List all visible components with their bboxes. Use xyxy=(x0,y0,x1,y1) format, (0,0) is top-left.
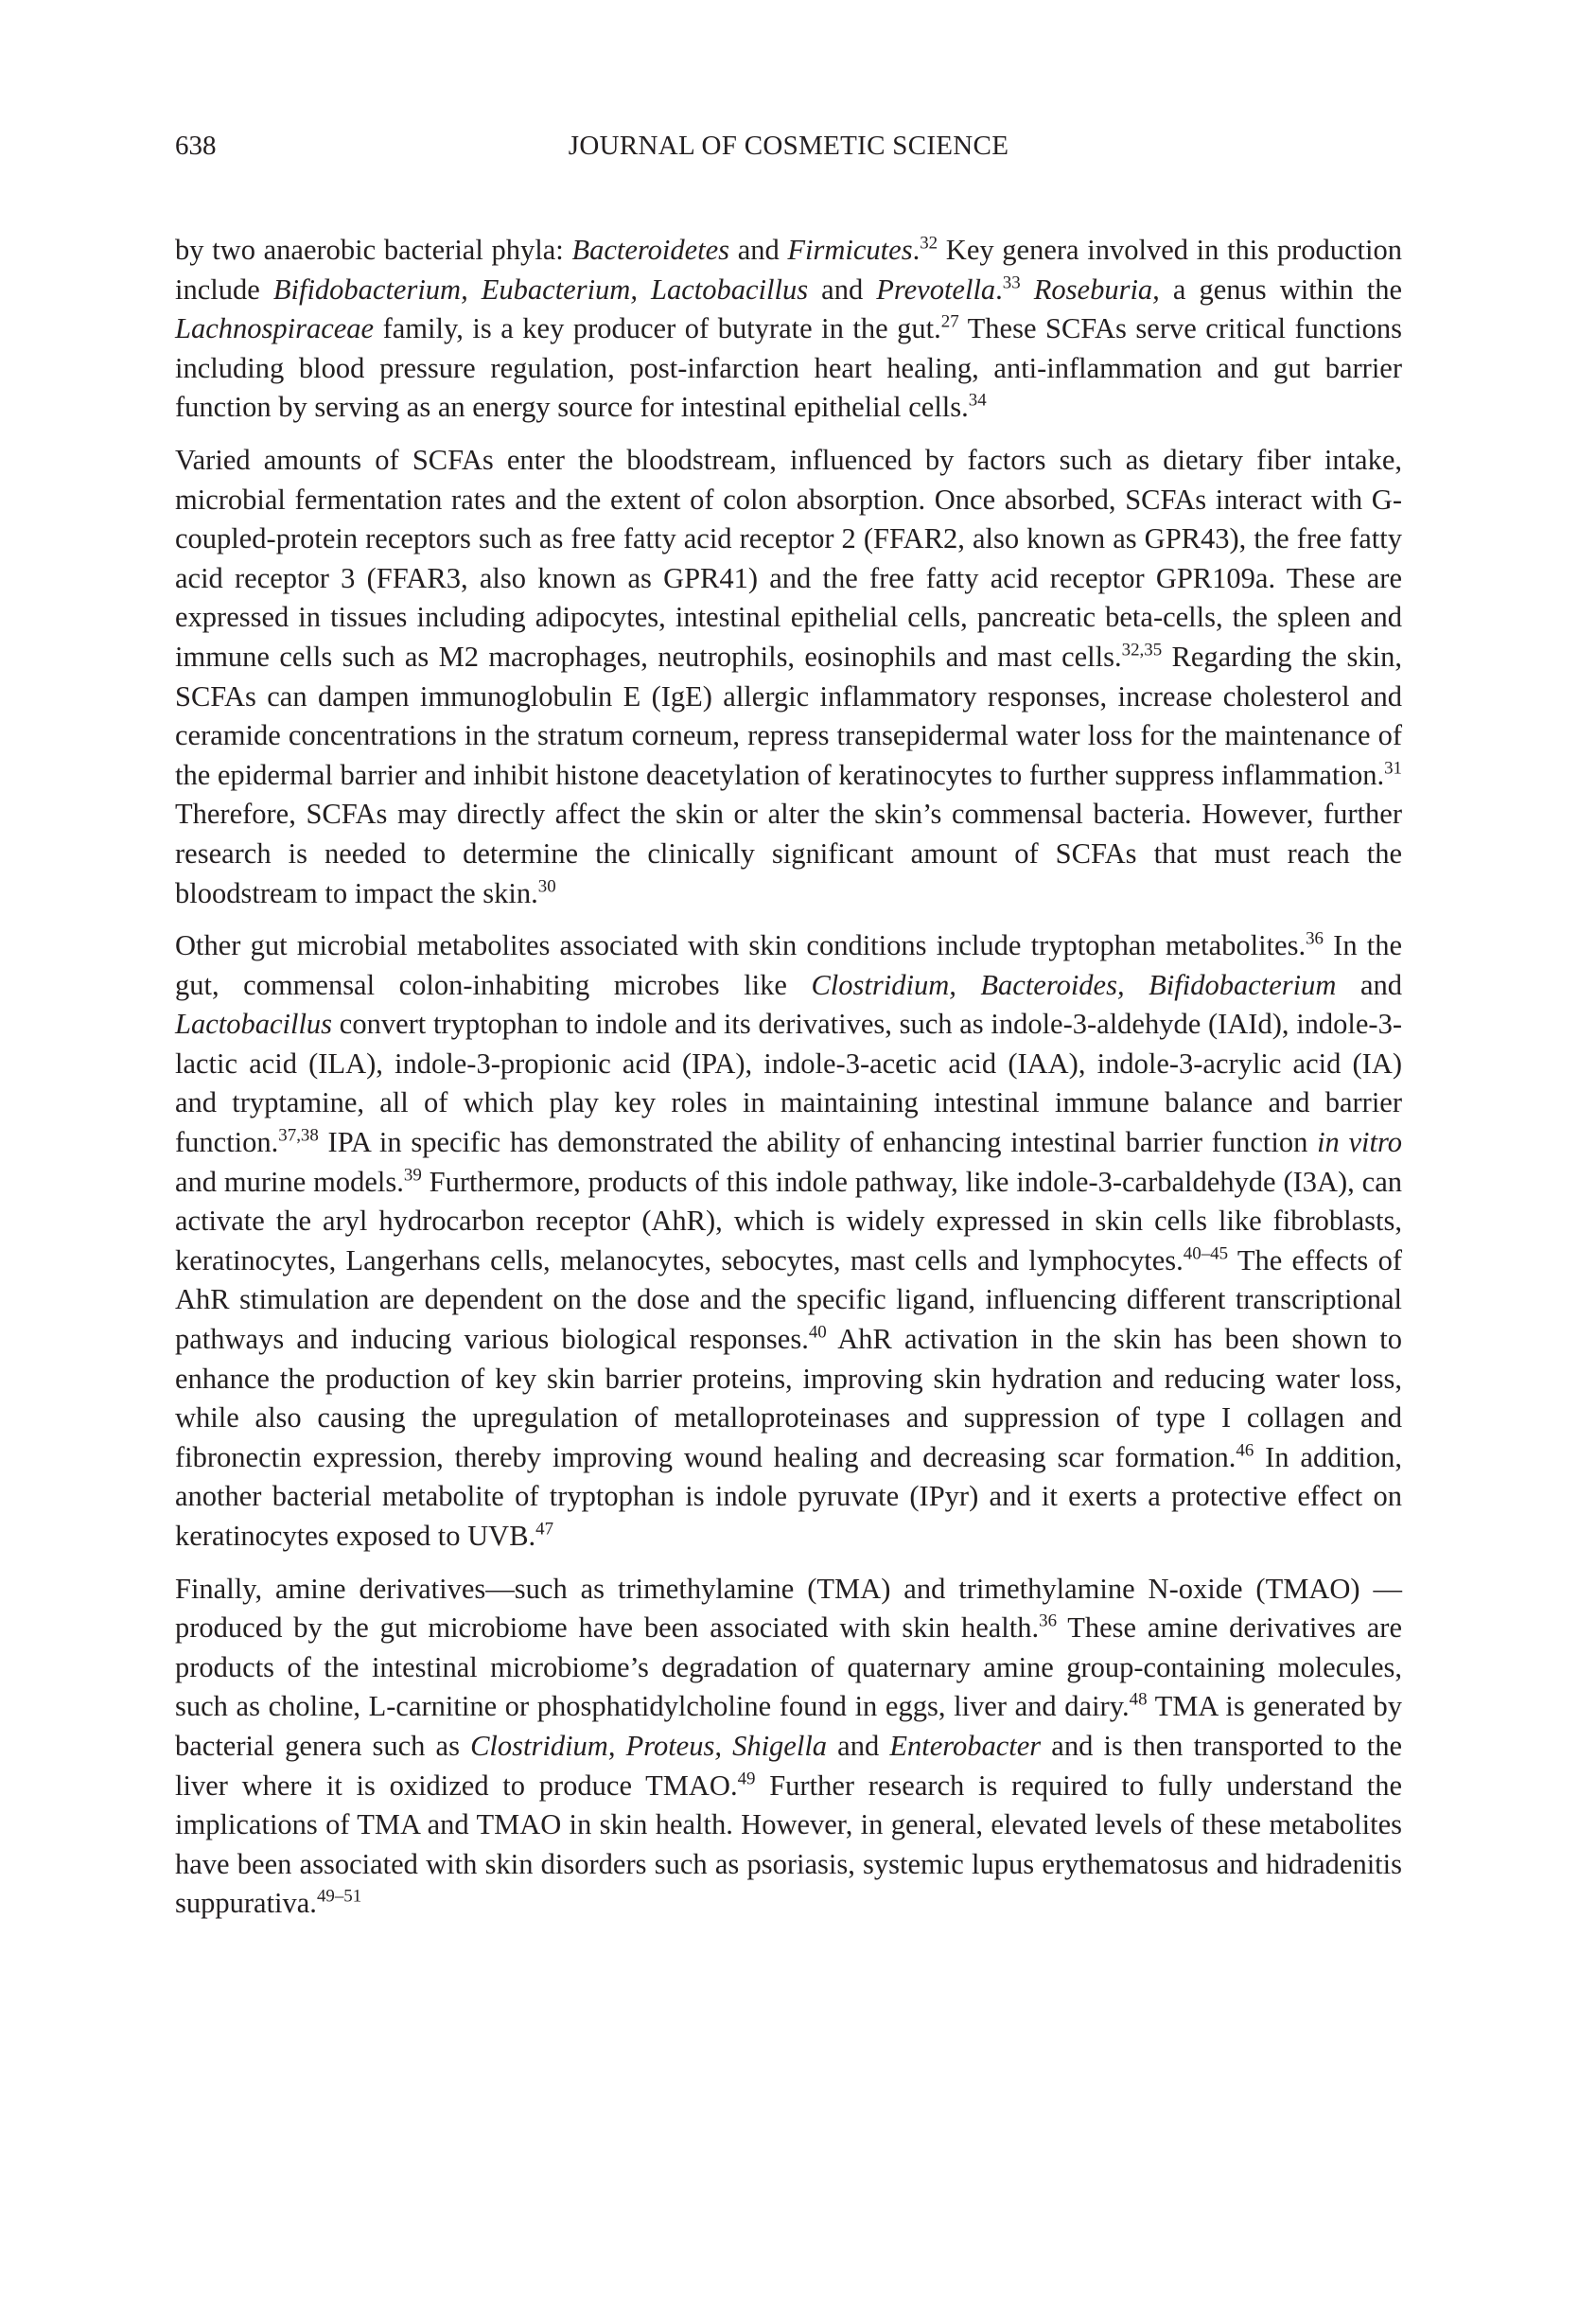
citation-reference: 49 xyxy=(737,1768,756,1788)
text-run: a genus within the xyxy=(1159,273,1402,306)
citation-reference: 27 xyxy=(940,311,959,332)
text-run: and murine models. xyxy=(175,1165,404,1198)
paragraph-scfa-producers xyxy=(175,231,1402,428)
text-run: These amine derivatives are products of the intestinal microbiome’s degradation of quaternary amine group-containing molecules, such as choline, L-carnitine or phosphatidylcholine found in eggs, liver and dairy. xyxy=(175,1611,1402,1723)
text-run: Furthermore, products of this indole pathway, like indole-3-carbaldehyde (I3A), can activate the aryl hydrocarbon receptor (AhR), which is widely expressed in skin cells like fibroblasts, keratinocytes, Langerhans cells, melanocytes, sebocytes, mast cells and lymphocytes. xyxy=(175,1165,1402,1276)
text-run: In the gut, commensal colon-inhabiting microbes like xyxy=(175,929,1402,1001)
text-run: . xyxy=(912,234,921,266)
citation-reference: 48 xyxy=(1129,1689,1148,1710)
text-run: Other gut microbial metabolites associated with skin conditions include tryptophan metabolites. xyxy=(175,929,1307,962)
paragraph-amine-derivatives xyxy=(175,1570,1402,1924)
text-run: TMA is generated by bacterial genera such as xyxy=(175,1690,1402,1762)
citation-reference: 40–45 xyxy=(1183,1243,1229,1264)
text-run: family, is a key producer of butyrate in the gut. xyxy=(374,312,941,345)
italic-term: Enterobacter xyxy=(889,1729,1042,1762)
citation-reference: 49–51 xyxy=(316,1886,362,1907)
citation-reference: 37,38 xyxy=(278,1125,319,1146)
italic-term: Firmicutes xyxy=(787,234,913,266)
italic-term: Roseburia, xyxy=(1033,273,1160,306)
italic-term: in vitro xyxy=(1317,1126,1402,1159)
journal-title: JOURNAL OF COSMETIC SCIENCE xyxy=(568,131,1009,161)
text-run: convert tryptophan to indole and its derivatives, such as indole-3-aldehyde (IAId), indole-3-lactic acid (ILA), indole-3-propionic acid (IPA), indole-3-acetic acid (IAA), indole-3-acrylic acid (IA) and tryptamine, all of which play key roles in maintaining intestinal immune balance and barrier function. xyxy=(175,1008,1402,1159)
text-run: The effects of AhR stimulation are dependent on the dose and the specific ligand, influencing different transcriptional pathways and inducing various biological responses. xyxy=(175,1243,1402,1356)
citation-reference: 47 xyxy=(535,1519,554,1540)
text-run: Finally, amine derivatives—such as trimethylamine (TMA) and trimethylamine N-oxide (TMAO) —produced by the gut microbiome have been associated with skin health. xyxy=(175,1572,1402,1645)
text-run: . xyxy=(995,273,1003,306)
paragraph-scfa-receptors-skin xyxy=(175,441,1402,913)
citation-reference: 36 xyxy=(1306,928,1324,949)
citation-reference: 31 xyxy=(1384,758,1402,778)
text-run: AhR activation in the skin has been shown to enhance the production of key skin barrier proteins, improving skin hydration and reducing water loss, while also causing the upregulation of metalloproteinases and suppression of type I collagen and fibronectin expression, thereby improving wound healing and decreasing scar formation. xyxy=(175,1323,1402,1473)
text-run: Further research is required to fully understand the implications of TMA and TMAO in skin health. However, in general, elevated levels of these metabolites have been associated with skin disorders such as psoriasis, systemic lupus erythematosus and hidradenitis suppurativa. xyxy=(175,1769,1402,1920)
italic-term: Bacteroidetes xyxy=(571,234,729,266)
page-number: 638 xyxy=(175,131,217,161)
running-header xyxy=(175,127,1402,165)
text-run: and xyxy=(808,273,877,306)
text-run: Varied amounts of SCFAs enter the bloodstream, influenced by factors such as dietary fiber intake, microbial fermentation rates and the extent of colon absorption. Once absorbed, SCFAs interact with G-coupled-protein receptors such as free fatty acid receptor 2 (FFAR2, also known as GPR43), the free fatty acid receptor 3 (FFAR3, also known as GPR41) and the free fatty acid receptor GPR109a. These are expressed in tissues including adipocytes, intestinal epithelial cells, pancreatic beta-cells, the spleen and immune cells such as M2 macrophages, neutrophils, eosinophils and mast cells. xyxy=(175,443,1402,673)
citation-reference: 32,35 xyxy=(1121,640,1163,660)
citation-reference: 30 xyxy=(537,875,556,896)
italic-term: Clostridium, Bacteroides, Bifidobacterium xyxy=(811,968,1337,1001)
text-run: In addition, another bacterial metabolite of tryptophan is indole pyruvate (IPyr) and it exerts a protective effect on keratinocytes exposed to UVB. xyxy=(175,1440,1402,1552)
text-run: IPA in specific has demonstrated the ability of enhancing intestinal barrier function xyxy=(318,1126,1318,1159)
citation-reference: 46 xyxy=(1236,1440,1254,1461)
article-body xyxy=(175,231,1402,1937)
italic-term: Lactobacillus xyxy=(175,1008,333,1041)
citation-reference: 39 xyxy=(403,1164,422,1185)
text-run: and xyxy=(1336,968,1402,1001)
citation-reference: 36 xyxy=(1039,1611,1058,1631)
paragraph-tryptophan-metabolites xyxy=(175,926,1402,1557)
text-run: Regarding the skin, SCFAs can dampen immunoglobulin E (IgE) allergic inflammatory responses, increase cholesterol and ceramide concentrations in the stratum corneum, repress transepidermal water loss for the maintenance of the epidermal barrier and inhibit histone deacetylation of keratinocytes to further suppress inflammation. xyxy=(175,640,1403,791)
text-run xyxy=(1021,273,1034,306)
text-run: Key genera involved in this production include xyxy=(175,234,1402,306)
italic-term: Prevotella xyxy=(876,273,996,306)
text-run: Therefore, SCFAs may directly affect the skin or alter the skin’s commensal bacteria. However, further research is needed to determine the clinically significant amount of SCFAs that must reach the bloodstream to impact the skin. xyxy=(175,798,1402,909)
italic-term: Lachnospiraceae xyxy=(175,312,375,345)
text-run: and xyxy=(729,234,788,266)
citation-reference: 33 xyxy=(1002,272,1021,292)
text-run: by two anaerobic bacterial phyla: xyxy=(175,234,572,266)
italic-term: Clostridium, Proteus, Shigella xyxy=(470,1729,828,1762)
text-run: and is then transported to the liver where it is oxidized to produce TMAO. xyxy=(175,1729,1402,1802)
italic-term: Bifidobacterium, Eubacterium, Lactobacillus xyxy=(272,273,809,306)
text-run: and xyxy=(827,1729,890,1762)
citation-reference: 32 xyxy=(920,233,938,254)
citation-reference: 40 xyxy=(808,1322,827,1343)
citation-reference: 34 xyxy=(968,390,987,411)
text-run: These SCFAs serve critical functions including blood pressure regulation, post-infarction heart healing, anti-inflammation and gut barrier function by serving as an energy source for intestinal epithelial cells. xyxy=(175,312,1402,424)
